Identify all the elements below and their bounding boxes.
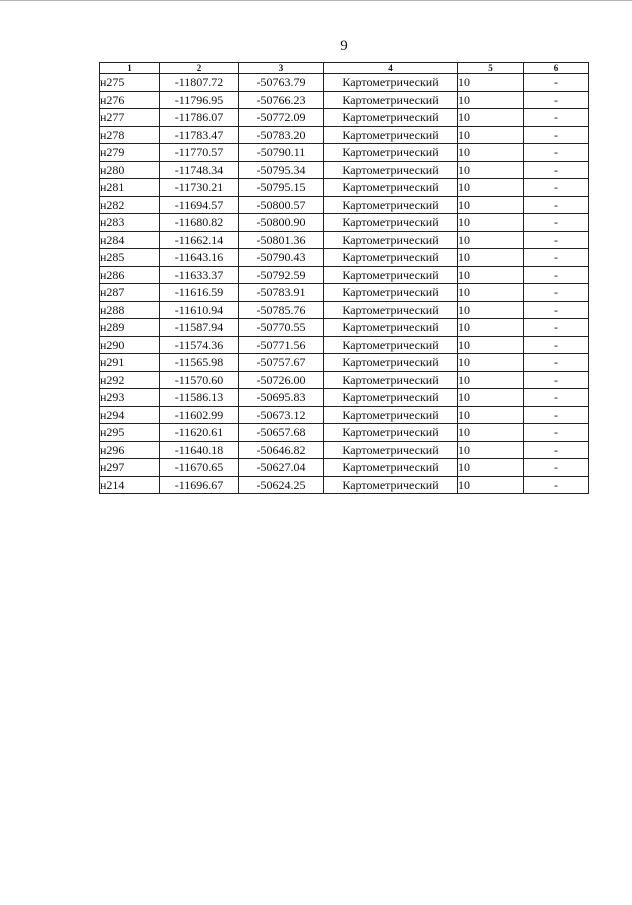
cell-method: Картометрический	[324, 91, 458, 109]
cell-note: -	[524, 336, 589, 354]
cell-x-coordinate: -11662.14	[160, 231, 239, 249]
cell-y-coordinate: -50783.20	[239, 126, 324, 144]
cell-y-coordinate: -50792.59	[239, 266, 324, 284]
cell-note: -	[524, 266, 589, 284]
cell-x-coordinate: -11783.47	[160, 126, 239, 144]
cell-method: Картометрический	[324, 214, 458, 232]
cell-note: -	[524, 389, 589, 407]
table-row	[100, 179, 589, 197]
cell-x-coordinate: -11565.98	[160, 354, 239, 372]
cell-y-coordinate: -50801.36	[239, 231, 324, 249]
cell-x-coordinate: -11748.34	[160, 161, 239, 179]
cell-accuracy: 10	[458, 301, 524, 319]
cell-note: -	[524, 441, 589, 459]
column-header-6: 6	[524, 63, 589, 74]
cell-accuracy: 10	[458, 196, 524, 214]
cell-x-coordinate: -11670.65	[160, 459, 239, 477]
cell-point-id: н289	[100, 319, 160, 337]
cell-point-id: н283	[100, 214, 160, 232]
table-row	[100, 161, 589, 179]
cell-method: Картометрический	[324, 371, 458, 389]
cell-method: Картометрический	[324, 249, 458, 267]
cell-y-coordinate: -50795.15	[239, 179, 324, 197]
cell-note: -	[524, 301, 589, 319]
cell-accuracy: 10	[458, 284, 524, 302]
table-row	[100, 424, 589, 442]
cell-point-id: н293	[100, 389, 160, 407]
cell-y-coordinate: -50770.55	[239, 319, 324, 337]
table-row	[100, 319, 589, 337]
cell-point-id: н288	[100, 301, 160, 319]
cell-accuracy: 10	[458, 266, 524, 284]
cell-method: Картометрический	[324, 354, 458, 372]
cell-point-id: н291	[100, 354, 160, 372]
cell-point-id: н277	[100, 109, 160, 127]
table-row	[100, 144, 589, 162]
cell-method: Картометрический	[324, 476, 458, 494]
table-row	[100, 354, 589, 372]
cell-point-id: н284	[100, 231, 160, 249]
cell-accuracy: 10	[458, 74, 524, 92]
cell-y-coordinate: -50795.34	[239, 161, 324, 179]
cell-note: -	[524, 231, 589, 249]
cell-method: Картометрический	[324, 161, 458, 179]
cell-accuracy: 10	[458, 441, 524, 459]
table-body	[100, 74, 589, 494]
cell-x-coordinate: -11807.72	[160, 74, 239, 92]
cell-note: -	[524, 354, 589, 372]
table-row	[100, 459, 589, 477]
cell-method: Картометрический	[324, 231, 458, 249]
cell-accuracy: 10	[458, 319, 524, 337]
cell-x-coordinate: -11633.37	[160, 266, 239, 284]
column-header-4: 4	[324, 63, 458, 74]
cell-method: Картометрический	[324, 109, 458, 127]
cell-note: -	[524, 196, 589, 214]
cell-accuracy: 10	[458, 354, 524, 372]
table-row	[100, 301, 589, 319]
table-row	[100, 231, 589, 249]
cell-method: Картометрический	[324, 336, 458, 354]
cell-point-id: н297	[100, 459, 160, 477]
cell-y-coordinate: -50757.67	[239, 354, 324, 372]
table-header-row	[100, 63, 589, 74]
cell-accuracy: 10	[458, 109, 524, 127]
cell-y-coordinate: -50673.12	[239, 406, 324, 424]
cell-note: -	[524, 161, 589, 179]
cell-note: -	[524, 371, 589, 389]
cell-note: -	[524, 74, 589, 92]
cell-accuracy: 10	[458, 161, 524, 179]
cell-note: -	[524, 406, 589, 424]
cell-point-id: н287	[100, 284, 160, 302]
cell-method: Картометрический	[324, 266, 458, 284]
cell-point-id: н290	[100, 336, 160, 354]
cell-method: Картометрический	[324, 319, 458, 337]
cell-note: -	[524, 144, 589, 162]
cell-x-coordinate: -11586.13	[160, 389, 239, 407]
table-row	[100, 109, 589, 127]
cell-point-id: н285	[100, 249, 160, 267]
table-row	[100, 196, 589, 214]
table-row	[100, 389, 589, 407]
cell-x-coordinate: -11680.82	[160, 214, 239, 232]
cell-x-coordinate: -11610.94	[160, 301, 239, 319]
cell-x-coordinate: -11587.94	[160, 319, 239, 337]
column-header-2: 2	[160, 63, 239, 74]
cell-method: Картометрический	[324, 389, 458, 407]
table-row	[100, 266, 589, 284]
cell-point-id: н276	[100, 91, 160, 109]
cell-y-coordinate: -50783.91	[239, 284, 324, 302]
scan-edge-line	[0, 0, 632, 1]
cell-y-coordinate: -50627.04	[239, 459, 324, 477]
cell-note: -	[524, 424, 589, 442]
cell-x-coordinate: -11616.59	[160, 284, 239, 302]
cell-accuracy: 10	[458, 91, 524, 109]
cell-point-id: н279	[100, 144, 160, 162]
cell-x-coordinate: -11730.21	[160, 179, 239, 197]
cell-note: -	[524, 319, 589, 337]
cell-method: Картометрический	[324, 144, 458, 162]
table-row	[100, 371, 589, 389]
cell-note: -	[524, 214, 589, 232]
cell-y-coordinate: -50726.00	[239, 371, 324, 389]
column-header-3: 3	[239, 63, 324, 74]
cell-method: Картометрический	[324, 424, 458, 442]
cell-accuracy: 10	[458, 214, 524, 232]
cell-note: -	[524, 179, 589, 197]
cell-y-coordinate: -50785.76	[239, 301, 324, 319]
table-row	[100, 214, 589, 232]
cell-method: Картометрический	[324, 74, 458, 92]
cell-note: -	[524, 476, 589, 494]
cell-x-coordinate: -11574.36	[160, 336, 239, 354]
cell-accuracy: 10	[458, 249, 524, 267]
table-row	[100, 441, 589, 459]
cell-method: Картометрический	[324, 179, 458, 197]
cell-method: Картометрический	[324, 459, 458, 477]
cell-y-coordinate: -50763.79	[239, 74, 324, 92]
cell-note: -	[524, 284, 589, 302]
cell-point-id: н278	[100, 126, 160, 144]
cell-x-coordinate: -11696.67	[160, 476, 239, 494]
cell-note: -	[524, 126, 589, 144]
cell-x-coordinate: -11570.60	[160, 371, 239, 389]
cell-accuracy: 10	[458, 389, 524, 407]
cell-point-id: н214	[100, 476, 160, 494]
cell-point-id: н280	[100, 161, 160, 179]
table-row	[100, 74, 589, 92]
cell-x-coordinate: -11620.61	[160, 424, 239, 442]
cell-accuracy: 10	[458, 179, 524, 197]
cell-accuracy: 10	[458, 371, 524, 389]
coordinates-table	[99, 62, 589, 494]
cell-method: Картометрический	[324, 441, 458, 459]
cell-x-coordinate: -11694.57	[160, 196, 239, 214]
table-row	[100, 336, 589, 354]
cell-accuracy: 10	[458, 144, 524, 162]
cell-accuracy: 10	[458, 406, 524, 424]
cell-point-id: н292	[100, 371, 160, 389]
cell-accuracy: 10	[458, 231, 524, 249]
cell-note: -	[524, 109, 589, 127]
cell-x-coordinate: -11796.95	[160, 91, 239, 109]
column-header-1: 1	[100, 63, 160, 74]
cell-point-id: н286	[100, 266, 160, 284]
cell-point-id: н282	[100, 196, 160, 214]
cell-note: -	[524, 249, 589, 267]
cell-method: Картометрический	[324, 126, 458, 144]
cell-x-coordinate: -11643.16	[160, 249, 239, 267]
cell-y-coordinate: -50695.83	[239, 389, 324, 407]
cell-accuracy: 10	[458, 126, 524, 144]
table-row	[100, 249, 589, 267]
table-row	[100, 406, 589, 424]
cell-x-coordinate: -11602.99	[160, 406, 239, 424]
cell-accuracy: 10	[458, 336, 524, 354]
cell-accuracy: 10	[458, 476, 524, 494]
cell-point-id: н296	[100, 441, 160, 459]
column-header-5: 5	[458, 63, 524, 74]
cell-y-coordinate: -50646.82	[239, 441, 324, 459]
cell-y-coordinate: -50790.11	[239, 144, 324, 162]
cell-method: Картометрический	[324, 301, 458, 319]
cell-method: Картометрический	[324, 284, 458, 302]
table-row	[100, 91, 589, 109]
cell-note: -	[524, 459, 589, 477]
cell-y-coordinate: -50624.25	[239, 476, 324, 494]
cell-x-coordinate: -11786.07	[160, 109, 239, 127]
cell-y-coordinate: -50657.68	[239, 424, 324, 442]
table-row	[100, 284, 589, 302]
cell-accuracy: 10	[458, 459, 524, 477]
cell-point-id: н281	[100, 179, 160, 197]
table-row	[100, 476, 589, 494]
cell-x-coordinate: -11770.57	[160, 144, 239, 162]
cell-point-id: н275	[100, 74, 160, 92]
cell-y-coordinate: -50772.09	[239, 109, 324, 127]
page-number: 9	[340, 38, 348, 54]
cell-y-coordinate: -50771.56	[239, 336, 324, 354]
cell-y-coordinate: -50800.90	[239, 214, 324, 232]
cell-method: Картометрический	[324, 196, 458, 214]
cell-x-coordinate: -11640.18	[160, 441, 239, 459]
cell-accuracy: 10	[458, 424, 524, 442]
table-row	[100, 126, 589, 144]
cell-y-coordinate: -50766.23	[239, 91, 324, 109]
cell-y-coordinate: -50790.43	[239, 249, 324, 267]
cell-point-id: н294	[100, 406, 160, 424]
cell-note: -	[524, 91, 589, 109]
cell-y-coordinate: -50800.57	[239, 196, 324, 214]
cell-method: Картометрический	[324, 406, 458, 424]
cell-point-id: н295	[100, 424, 160, 442]
